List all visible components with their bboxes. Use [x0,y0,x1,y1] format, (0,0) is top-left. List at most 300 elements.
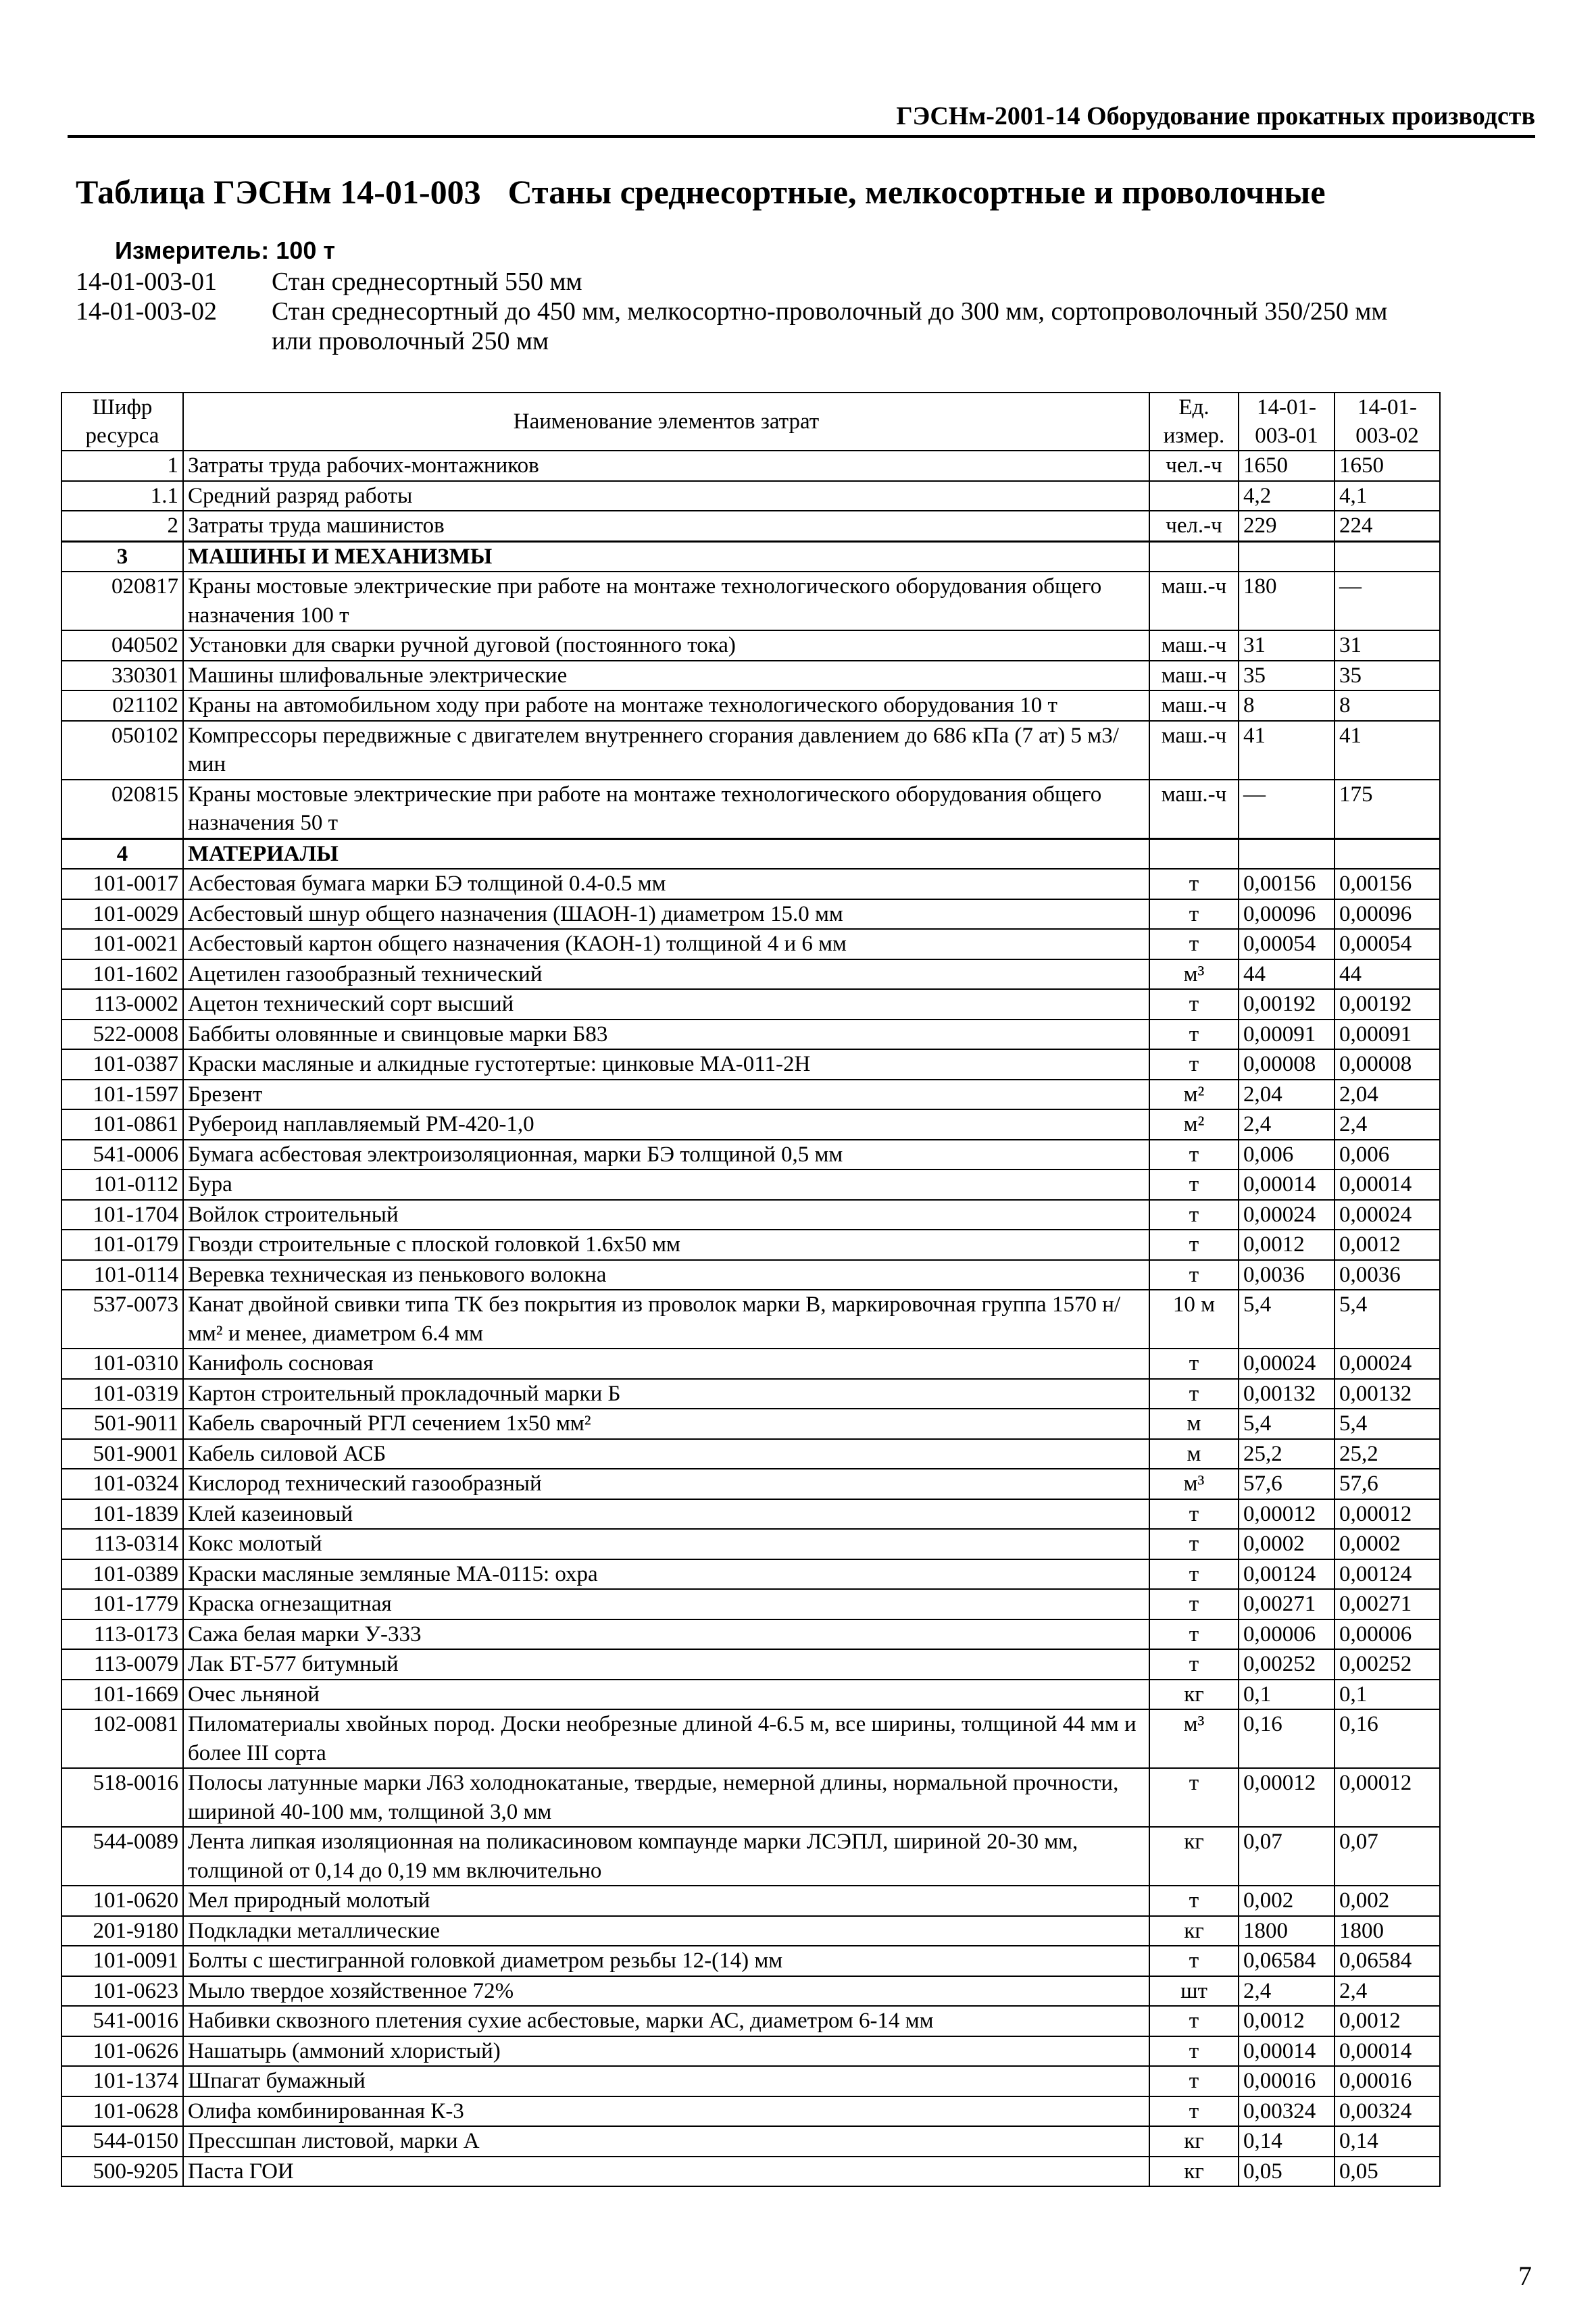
cell-code: 4 [61,838,183,869]
cell-code: 101-0623 [61,1976,183,2007]
variant-code: 14-01-003-02 [76,297,217,326]
cell-name: Краски масляные и алкидные густотертые: цинковые МА-011-2Н [183,1049,1149,1080]
cell-v2: 0,00054 [1335,929,1440,959]
cell-v2: 0,00012 [1335,1499,1440,1530]
cell-unit: т [1149,1619,1239,1650]
cell-v2: 0,05 [1335,2157,1440,2187]
cell-v2 [1335,838,1440,869]
cell-code: 500-9205 [61,2157,183,2187]
cell-name: Бура [183,1169,1149,1200]
cell-code: 101-1839 [61,1499,183,1530]
cell-name: Ацетилен газообразный технический [183,959,1149,990]
cell-name: Полосы латунные марки Л63 холоднокатаные, твердые, немерной длины, нормальной прочности, шириной 40-100 мм, толщиной 3,0 мм [183,1768,1149,1827]
cell-name: Краны мостовые электрические при работе на монтаже технологического оборудования общего назначения 50 т [183,780,1149,839]
cell-v1 [1239,541,1335,572]
cell-code: 541-0006 [61,1140,183,1170]
table-row [61,1589,1440,1619]
variant-code: 14-01-003-01 [76,268,217,296]
cell-v2: 175 [1335,780,1440,839]
cell-name: Краны мостовые электрические при работе на монтаже технологического оборудования общего назначения 100 т [183,572,1149,630]
variant-item [76,297,1420,356]
cell-v1: 0,0036 [1239,1260,1335,1290]
cell-unit: т [1149,1379,1239,1409]
cell-v2: 0,00024 [1335,1349,1440,1379]
cell-v1: 31 [1239,630,1335,661]
cell-v1: 0,00014 [1239,2036,1335,2067]
cell-code: 101-1779 [61,1589,183,1619]
cell-unit: кг [1149,1827,1239,1886]
table-row [61,1499,1440,1530]
table-row [61,1827,1440,1886]
section-row [61,541,1440,572]
cell-v1: 0,00006 [1239,1619,1335,1650]
cell-code: 101-0389 [61,1559,183,1590]
cell-v2: 0,0002 [1335,1529,1440,1559]
cell-unit: т [1149,1559,1239,1590]
cell-v1: 0,00324 [1239,2096,1335,2127]
cell-code: 101-1669 [61,1680,183,1710]
cell-v2: — [1335,572,1440,630]
cell-v1: 1800 [1239,1916,1335,1946]
cell-name: Затраты труда машинистов [183,511,1149,541]
cell-name: Машины шлифовальные электрические [183,661,1149,691]
cell-v2: 0,00016 [1335,2066,1440,2096]
cell-name: Канифоль сосновая [183,1349,1149,1379]
cell-unit: т [1149,1200,1239,1230]
cell-unit: чел.-ч [1149,511,1239,541]
cell-code: 020815 [61,780,183,839]
cell-v2: 4,1 [1335,481,1440,511]
cell-code: 050102 [61,721,183,780]
cell-v2: 0,00006 [1335,1619,1440,1650]
cell-v1: 0,16 [1239,1709,1335,1768]
table-row [61,1349,1440,1379]
cell-code: 101-0310 [61,1349,183,1379]
table-row [61,1020,1440,1050]
cell-unit: 10 м [1149,1290,1239,1349]
cell-v1: 0,0012 [1239,2006,1335,2036]
table-row [61,989,1440,1020]
table-row [61,1409,1440,1439]
cell-v2: 0,00132 [1335,1379,1440,1409]
cell-name: Асбестовый картон общего назначения (КАОН-1) толщиной 4 и 6 мм [183,929,1149,959]
cell-unit [1149,838,1239,869]
table-row [61,1619,1440,1650]
cell-code: 101-0387 [61,1049,183,1080]
cell-unit: т [1149,1349,1239,1379]
table-row [61,721,1440,780]
cell-unit: т [1149,2006,1239,2036]
table-row [61,780,1440,839]
table-row [61,1290,1440,1349]
table-row [61,690,1440,721]
cell-v1: 229 [1239,511,1335,541]
cell-code: 101-0091 [61,1946,183,1976]
table-row [61,572,1440,630]
cell-unit: маш.-ч [1149,721,1239,780]
section-row [61,838,1440,869]
cell-unit: м [1149,1409,1239,1439]
table-row [61,511,1440,541]
cell-name: Средний разряд работы [183,481,1149,511]
cell-v2: 0,0036 [1335,1260,1440,1290]
cell-v1: 0,00124 [1239,1559,1335,1590]
cell-v2: 0,0012 [1335,1230,1440,1260]
table-row [61,630,1440,661]
table-row [61,1768,1440,1827]
table-row [61,2006,1440,2036]
table-row [61,2066,1440,2096]
variant-item [76,267,1420,297]
cell-unit: т [1149,989,1239,1020]
cell-name: МАТЕРИАЛЫ [183,838,1149,869]
cell-v1: 0,1 [1239,1680,1335,1710]
cell-v2: 2,4 [1335,1109,1440,1140]
cell-code: 101-0324 [61,1469,183,1499]
cell-unit: маш.-ч [1149,690,1239,721]
cell-v1: 0,07 [1239,1827,1335,1886]
table-row [61,1140,1440,1170]
measure-unit: Измеритель: 100 т [115,236,335,264]
cell-v1: 5,4 [1239,1409,1335,1439]
cell-unit: т [1149,929,1239,959]
table-row [61,959,1440,990]
cell-v2: 0,00271 [1335,1589,1440,1619]
cell-code: 537-0073 [61,1290,183,1349]
cell-name: Лак БТ-577 битумный [183,1649,1149,1680]
table-name: Станы среднесортные, мелкосортные и проволочные [507,173,1326,211]
table-row [61,2036,1440,2067]
cell-name: Пиломатериалы хвойных пород. Доски необрезные длиной 4-6.5 м, все ширины, толщиной 44 мм и более III сорта [183,1709,1149,1768]
cell-name: Мел природный молотый [183,1886,1149,1916]
cell-v1: 0,00156 [1239,869,1335,899]
cell-unit: м³ [1149,959,1239,990]
cell-v1: 8 [1239,690,1335,721]
cell-v2: 1800 [1335,1916,1440,1946]
cell-code: 102-0081 [61,1709,183,1768]
cell-name: Компрессоры передвижные с двигателем внутреннего сгорания давлением до 686 кПа (7 ат) 5 м3/мин [183,721,1149,780]
cell-v1: 35 [1239,661,1335,691]
table-row [61,2096,1440,2127]
cell-code: 101-1374 [61,2066,183,2096]
cell-name: Гвозди строительные с плоской головкой 1.6x50 мм [183,1230,1149,1260]
table-row [61,1379,1440,1409]
cell-unit: т [1149,899,1239,930]
cell-v2: 0,00192 [1335,989,1440,1020]
cell-unit: т [1149,2096,1239,2127]
cell-v2: 0,00091 [1335,1020,1440,1050]
table-row [61,1976,1440,2007]
cell-unit: т [1149,1169,1239,1200]
cell-unit: т [1149,1589,1239,1619]
table-row [61,899,1440,930]
cell-code: 201-9180 [61,1916,183,1946]
cell-name: Олифа комбинированная К-3 [183,2096,1149,2127]
cell-code: 040502 [61,630,183,661]
cell-v1: 0,00054 [1239,929,1335,959]
table-row [61,481,1440,511]
cell-v2: 31 [1335,630,1440,661]
cell-code: 101-0114 [61,1260,183,1290]
cell-name: Нашатырь (аммоний хлористый) [183,2036,1149,2067]
cell-code: 113-0314 [61,1529,183,1559]
cell-code: 1 [61,451,183,481]
cell-v1: 0,00008 [1239,1049,1335,1080]
cell-v2: 44 [1335,959,1440,990]
cell-unit: т [1149,1230,1239,1260]
cell-v2: 0,06584 [1335,1946,1440,1976]
header-variant-1: 14-01-003-01 [1239,393,1335,451]
cell-name: Войлок строительный [183,1200,1149,1230]
cell-v1: 0,00271 [1239,1589,1335,1619]
cell-name: Рубероид наплавляемый РМ-420-1,0 [183,1109,1149,1140]
cell-code: 544-0150 [61,2126,183,2157]
cell-code: 1.1 [61,481,183,511]
page-number: 7 [1518,2261,1532,2291]
cell-code: 021102 [61,690,183,721]
cell-v1: 180 [1239,572,1335,630]
cell-name: Краска огнезащитная [183,1589,1149,1619]
cell-unit: м [1149,1439,1239,1469]
cell-name: Прессшпан листовой, марки А [183,2126,1149,2157]
cell-code: 101-0626 [61,2036,183,2067]
cell-unit: маш.-ч [1149,780,1239,839]
cell-v1: — [1239,780,1335,839]
cell-unit: маш.-ч [1149,630,1239,661]
cell-code: 101-0620 [61,1886,183,1916]
cell-v2: 0,00008 [1335,1049,1440,1080]
cell-v1: 1650 [1239,451,1335,481]
cell-name: Асбестовый шнур общего назначения (ШАОН-1) диаметром 15.0 мм [183,899,1149,930]
cell-code: 501-9001 [61,1439,183,1469]
resources-table [61,392,1441,2187]
cell-unit: кг [1149,1916,1239,1946]
cell-code: 101-0017 [61,869,183,899]
cell-v1: 44 [1239,959,1335,990]
header-code: Шифр ресурса [61,393,183,451]
table-row [61,2157,1440,2187]
table-row [61,661,1440,691]
cell-v2: 1650 [1335,451,1440,481]
cell-name: Подкладки металлические [183,1916,1149,1946]
cell-name: Затраты труда рабочих-монтажников [183,451,1149,481]
cell-v1: 0,00012 [1239,1499,1335,1530]
cell-code: 020817 [61,572,183,630]
cell-unit: кг [1149,1680,1239,1710]
cell-v2: 0,00324 [1335,2096,1440,2127]
table-row [61,451,1440,481]
cell-v2: 224 [1335,511,1440,541]
cell-unit: т [1149,1768,1239,1827]
cell-unit: т [1149,1649,1239,1680]
cell-v1: 41 [1239,721,1335,780]
cell-v1: 0,00024 [1239,1200,1335,1230]
cell-name: Паста ГОИ [183,2157,1149,2187]
cell-name: Шпагат бумажный [183,2066,1149,2096]
cell-code: 501-9011 [61,1409,183,1439]
cell-unit: т [1149,869,1239,899]
cell-v1: 0,05 [1239,2157,1335,2187]
cell-name: МАШИНЫ И МЕХАНИЗМЫ [183,541,1149,572]
cell-v1: 0,00252 [1239,1649,1335,1680]
cell-name: Асбестовая бумага марки БЭ толщиной 0.4-0.5 мм [183,869,1149,899]
cell-code: 101-1597 [61,1080,183,1110]
cell-code: 330301 [61,661,183,691]
cell-v1 [1239,838,1335,869]
cell-v1: 0,00012 [1239,1768,1335,1827]
cell-unit: м² [1149,1109,1239,1140]
cell-code: 101-0021 [61,929,183,959]
cell-code: 101-1602 [61,959,183,990]
header-variant-2: 14-01-003-02 [1335,393,1440,451]
cell-name: Кислород технический газообразный [183,1469,1149,1499]
table-row [61,1109,1440,1140]
cell-name: Очес льняной [183,1680,1149,1710]
table-row [61,1200,1440,1230]
cell-v2: 0,00124 [1335,1559,1440,1590]
cell-name: Кокс молотый [183,1529,1149,1559]
cell-v1: 0,00091 [1239,1020,1335,1050]
table-row [61,1169,1440,1200]
cell-v1: 0,00014 [1239,1169,1335,1200]
cell-v2: 0,00096 [1335,899,1440,930]
cell-v2: 0,00012 [1335,1768,1440,1827]
cell-name: Установки для сварки ручной дуговой (постоянного тока) [183,630,1149,661]
cell-v2: 0,006 [1335,1140,1440,1170]
cell-code: 101-0319 [61,1379,183,1409]
header-name: Наименование элементов затрат [183,393,1149,451]
table-row [61,1916,1440,1946]
cell-unit: маш.-ч [1149,572,1239,630]
cell-v2: 5,4 [1335,1409,1440,1439]
cell-v1: 0,00016 [1239,2066,1335,2096]
cell-name: Кабель силовой АСБ [183,1439,1149,1469]
cell-unit: кг [1149,2126,1239,2157]
cell-v1: 2,04 [1239,1080,1335,1110]
table-row [61,1649,1440,1680]
cell-v2: 0,00014 [1335,1169,1440,1200]
cell-unit: маш.-ч [1149,661,1239,691]
cell-v2: 57,6 [1335,1469,1440,1499]
variant-text: Стан среднесортный 550 мм [272,268,582,296]
cell-v2: 0,00156 [1335,869,1440,899]
cell-v2: 0,14 [1335,2126,1440,2157]
cell-unit: т [1149,2066,1239,2096]
cell-unit: т [1149,1886,1239,1916]
cell-unit: чел.-ч [1149,451,1239,481]
cell-v2: 0,1 [1335,1680,1440,1710]
table-row [61,1439,1440,1469]
cell-v1: 0,00024 [1239,1349,1335,1379]
table-code: Таблица ГЭСНм 14-01-003 [76,173,481,211]
cell-name: Лента липкая изоляционная на поликасиновом компаунде марки ЛСЭПЛ, шириной 20-30 мм, толщиной от 0,14 до 0,19 мм включительно [183,1827,1149,1886]
cell-unit: т [1149,1049,1239,1080]
cell-v1: 4,2 [1239,481,1335,511]
cell-v2: 5,4 [1335,1290,1440,1349]
table-title [76,172,1326,211]
cell-name: Канат двойной свивки типа ТК без покрытия из проволок марки В, маркировочная группа 1570 н/мм² и менее, диаметром 6.4 мм [183,1290,1149,1349]
cell-v2: 2,4 [1335,1976,1440,2007]
cell-v1: 0,00192 [1239,989,1335,1020]
cell-v2 [1335,541,1440,572]
cell-unit: т [1149,2036,1239,2067]
cell-v1: 2,4 [1239,1109,1335,1140]
cell-unit: м³ [1149,1709,1239,1768]
table-row [61,1049,1440,1080]
table-row [61,2126,1440,2157]
cell-v2: 25,2 [1335,1439,1440,1469]
running-header: ГЭСНм-2001-14 Оборудование прокатных производств [68,101,1535,138]
cell-code: 522-0008 [61,1020,183,1050]
cell-v1: 0,00096 [1239,899,1335,930]
cell-unit: т [1149,1499,1239,1530]
cell-v2: 8 [1335,690,1440,721]
cell-v1: 0,14 [1239,2126,1335,2157]
cell-name: Клей казеиновый [183,1499,1149,1530]
cell-name: Набивки сквозного плетения сухие асбестовые, марки АС, диаметром 6-14 мм [183,2006,1149,2036]
cell-code: 3 [61,541,183,572]
cell-v2: 0,0012 [1335,2006,1440,2036]
variant-text: Стан среднесортный до 450 мм, мелкосортно-проволочный до 300 мм, сортопроволочный 350/250 мм или проволочный 250 мм [272,297,1388,355]
cell-unit: т [1149,1946,1239,1976]
cell-v2: 0,16 [1335,1709,1440,1768]
cell-name: Сажа белая марки У-333 [183,1619,1149,1650]
cell-code: 518-0016 [61,1768,183,1827]
cell-v1: 0,00132 [1239,1379,1335,1409]
cell-code: 101-0628 [61,2096,183,2127]
cell-v1: 2,4 [1239,1976,1335,2007]
table-header-row [61,393,1440,451]
cell-code: 113-0002 [61,989,183,1020]
cell-name: Баббиты оловянные и свинцовые марки Б83 [183,1020,1149,1050]
cell-unit: шт [1149,1976,1239,2007]
cell-v2: 2,04 [1335,1080,1440,1110]
cell-v2: 41 [1335,721,1440,780]
cell-code: 101-1704 [61,1200,183,1230]
cell-code: 101-0861 [61,1109,183,1140]
cell-v2: 0,00014 [1335,2036,1440,2067]
cell-unit: т [1149,1020,1239,1050]
cell-v1: 0,002 [1239,1886,1335,1916]
table-row [61,1709,1440,1768]
cell-name: Веревка техническая из пенькового волокна [183,1260,1149,1290]
cell-unit: т [1149,1140,1239,1170]
table-row [61,1559,1440,1590]
table-row [61,1886,1440,1916]
cell-name: Краски масляные земляные МА-0115: охра [183,1559,1149,1590]
cell-code: 101-0179 [61,1230,183,1260]
cell-v1: 0,0002 [1239,1529,1335,1559]
table-row [61,1529,1440,1559]
cell-unit [1149,481,1239,511]
cell-unit: т [1149,1529,1239,1559]
table-row [61,869,1440,899]
cell-v2: 0,002 [1335,1886,1440,1916]
cell-name: Мыло твердое хозяйственное 72% [183,1976,1149,2007]
cell-unit [1149,541,1239,572]
table-row [61,1080,1440,1110]
cell-v1: 0,06584 [1239,1946,1335,1976]
cell-v1: 57,6 [1239,1469,1335,1499]
table-body [61,451,1440,2186]
table-row [61,1230,1440,1260]
cell-code: 113-0079 [61,1649,183,1680]
cell-unit: м² [1149,1080,1239,1110]
cell-name: Кабель сварочный РГЛ сечением 1х50 мм² [183,1409,1149,1439]
table-row [61,1946,1440,1976]
cell-code: 101-0029 [61,899,183,930]
table-row [61,1469,1440,1499]
